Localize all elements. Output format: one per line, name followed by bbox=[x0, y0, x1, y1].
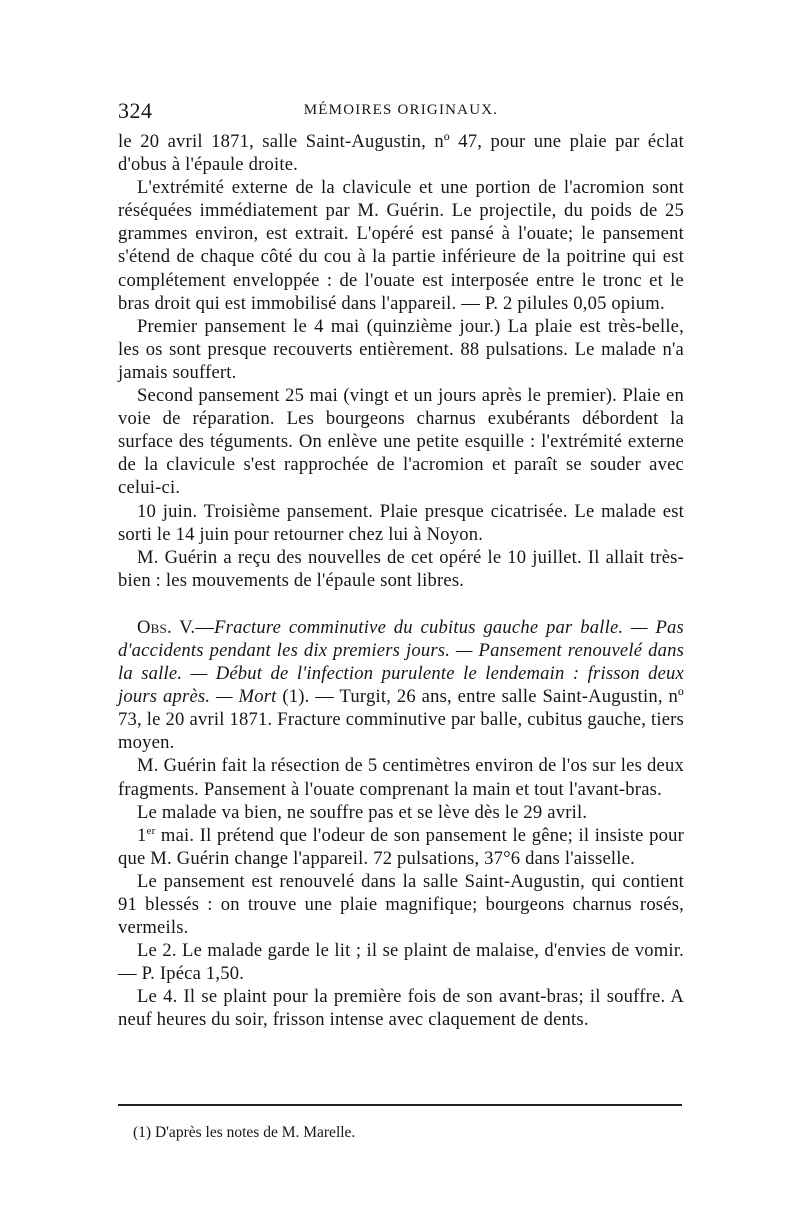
footnote: (1) D'après les notes de M. Marelle. bbox=[133, 1124, 356, 1141]
body-text bbox=[118, 130, 684, 1032]
footnote-divider bbox=[118, 1104, 682, 1106]
running-title: MÉMOIRES ORIGINAUX. bbox=[303, 102, 499, 118]
obs-text: — Turgit, 26 ans, entre salle Saint-Augustin, nº 73, le 20 avril 1871. Fracture comminutive par balle, cubitus gauche, tiers moyen. bbox=[118, 686, 684, 754]
paragraph-day-two: Le 2. Le malade garde le lit ; il se plaint de malaise, d'envies de vomir. — P. Ipéca 1,50. bbox=[118, 940, 684, 985]
paragraph-third-dressing: 10 juin. Troisième pansement. Plaie presque cicatrisée. Le malade est sorti le 14 juin pour retourner chez lui à Noyon. bbox=[118, 500, 684, 545]
obs-number: . V.— bbox=[166, 616, 215, 638]
paragraph-progress: Le malade va bien, ne souffre pas et se lève dès le 29 avril. bbox=[137, 801, 588, 823]
paragraph-continuation: le 20 avril 1871, salle Saint-Augustin, nº 47, pour une plaie par éclat d'obus à l'épaule droite. bbox=[118, 131, 684, 176]
obs-title: Fracture comminutive du cubitus gauche par balle. — Pas d'accidents pendant les dix premiers jours. — Pansement renouvelé dans la salle. — Début de l'infection purulente le lendemain : frisson deux jours après. — Mort bbox=[118, 616, 684, 708]
paragraph-may-first bbox=[118, 824, 684, 870]
ordinal-suffix: er bbox=[146, 824, 156, 837]
footnote-reference: (1). bbox=[276, 686, 310, 708]
paragraph-day-four: Le 4. Il se plaint pour la première fois de son avant-bras; il souffre. A neuf heures du soir, frisson intense avec claquement de dents. bbox=[118, 986, 684, 1031]
paragraph-resection-forearm: M. Guérin fait la résection de 5 centimètres environ de l'os sur les deux fragments. Pansement à l'ouate comprenant la main et tout l'avant-bras. bbox=[118, 755, 684, 800]
obs-label: Obs bbox=[137, 616, 167, 638]
observation-heading bbox=[118, 616, 684, 755]
paragraph-first-dressing: Premier pansement le 4 mai (quinzième jour.) La plaie est très-belle, les os sont presque recouverts entièrement. 88 pulsations. Le malade n'a jamais souffert. bbox=[118, 315, 684, 383]
may-first-text: mai. Il prétend que l'odeur de son pansement le gêne; il insiste pour que M. Guérin change l'appareil. 72 pulsations, 37°6 dans l'aisselle. bbox=[118, 824, 684, 869]
paragraph-dressing-renewed: Le pansement est renouvelé dans la salle Saint-Augustin, qui contient 91 blessés : on trouve une plaie magnifique; bourgeons charnus rosés, vermeils. bbox=[118, 870, 684, 939]
page-header bbox=[118, 96, 684, 126]
day-number: 1 bbox=[137, 824, 147, 846]
paragraph-resection: L'extrémité externe de la clavicule et une portion de l'acromion sont réséquées immédiatement par M. Guérin. Le projectile, du poids de 25 grammes environ, est extrait. L'opéré est pansé à l'ouate; le pansement s'étend de chaque côté du cou à la partie inférieure de la poitrine qui est complétement enveloppée : de l'ouate est interposée entre le tronc et le bras droit qui est immobilisé dans l'appareil. — P. 2 pilules 0,05 opium. bbox=[118, 177, 684, 314]
paragraph-second-dressing: Second pansement 25 mai (vingt et un jours après le premier). Plaie en voie de réparation. Les bourgeons charnus exubérants débordent la surface des téguments. On enlève une petite esquille : l'extrémité externe de la clavicule s'est rapprochée de l'acromion et paraît se souder avec celui-ci. bbox=[118, 385, 684, 499]
page-number: 324 bbox=[118, 98, 153, 123]
paragraph-news: M. Guérin a reçu des nouvelles de cet opéré le 10 juillet. Il allait très-bien : les mouvements de l'épaule sont libres. bbox=[118, 546, 684, 591]
